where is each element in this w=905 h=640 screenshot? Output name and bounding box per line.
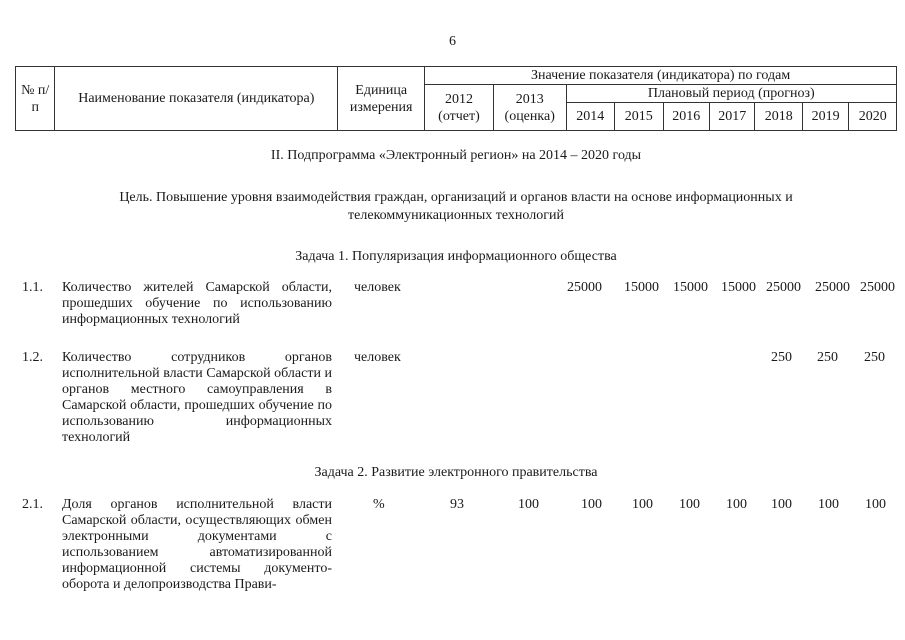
header-name: Наименование показателя (индикатора) <box>55 67 338 131</box>
header-year: 2016 <box>663 103 709 131</box>
unit: человек <box>354 350 401 365</box>
value-2018: 25000 <box>766 280 801 295</box>
value-2020: 100 <box>865 497 886 512</box>
header-values: Значение показателя (индикатора) по годам <box>425 67 897 85</box>
value-2014: 25000 <box>567 280 602 295</box>
header-year: 2015 <box>615 103 663 131</box>
value-2015: 100 <box>632 497 653 512</box>
indicator-name: Количество сотрудников органов исполнительной власти Самарской области и органов местного самоуправления в Самарской области, прошедших обучение по использованию информационных технологий <box>62 350 332 445</box>
value-2013: 100 <box>518 497 539 512</box>
header-unit: Единица измерения <box>338 67 425 131</box>
value-2019: 100 <box>818 497 839 512</box>
header-2013: 2013 (оценка) <box>493 85 566 131</box>
row-number: 1.2. <box>22 350 43 365</box>
value-2020: 250 <box>864 350 885 365</box>
value-2019: 25000 <box>815 280 850 295</box>
value-2018: 250 <box>771 350 792 365</box>
section-title: II. Подпрограмма «Электронный регион» на 2014 – 2020 годы <box>270 148 642 163</box>
header-num: № п/п <box>16 67 55 131</box>
header-year: 2017 <box>710 103 755 131</box>
indicator-table-header <box>15 66 897 131</box>
header-year: 2018 <box>755 103 802 131</box>
unit: человек <box>354 280 401 295</box>
page-number: 6 <box>449 34 456 49</box>
value-2015: 15000 <box>624 280 659 295</box>
indicator-name: Доля органов исполнительной власти Самарской области, осуществляющих обмен электронными документами с использованием автоматизированной информационной системы документо-оборота и делопроизводства Прави- <box>62 497 332 592</box>
header-year: 2014 <box>566 103 614 131</box>
row-number: 2.1. <box>22 497 43 512</box>
header-year: 2020 <box>849 103 897 131</box>
goal-line-1: Цель. Повышение уровня взаимодействия граждан, организаций и органов власти на основе информационных и <box>119 190 793 205</box>
header-year: 2019 <box>802 103 848 131</box>
header-2012: 2012 (отчет) <box>425 85 494 131</box>
value-2018: 100 <box>771 497 792 512</box>
value-2016: 100 <box>679 497 700 512</box>
value-2016: 15000 <box>673 280 708 295</box>
value-2012: 93 <box>450 497 464 512</box>
task-2-heading: Задача 2. Развитие электронного правительства <box>314 465 598 480</box>
header-planned: Плановый период (прогноз) <box>566 85 896 103</box>
indicator-name: Количество жителей Самарской области, прошедших обучение по использованию информационных технологий <box>62 280 332 327</box>
value-2014: 100 <box>581 497 602 512</box>
unit: % <box>373 497 385 512</box>
value-2017: 15000 <box>721 280 756 295</box>
row-number: 1.1. <box>22 280 43 295</box>
goal-line-2: телекоммуникационных технологий <box>348 208 564 223</box>
value-2020: 25000 <box>860 280 895 295</box>
value-2017: 100 <box>726 497 747 512</box>
value-2019: 250 <box>817 350 838 365</box>
task-1-heading: Задача 1. Популяризация информационного общества <box>295 249 617 264</box>
